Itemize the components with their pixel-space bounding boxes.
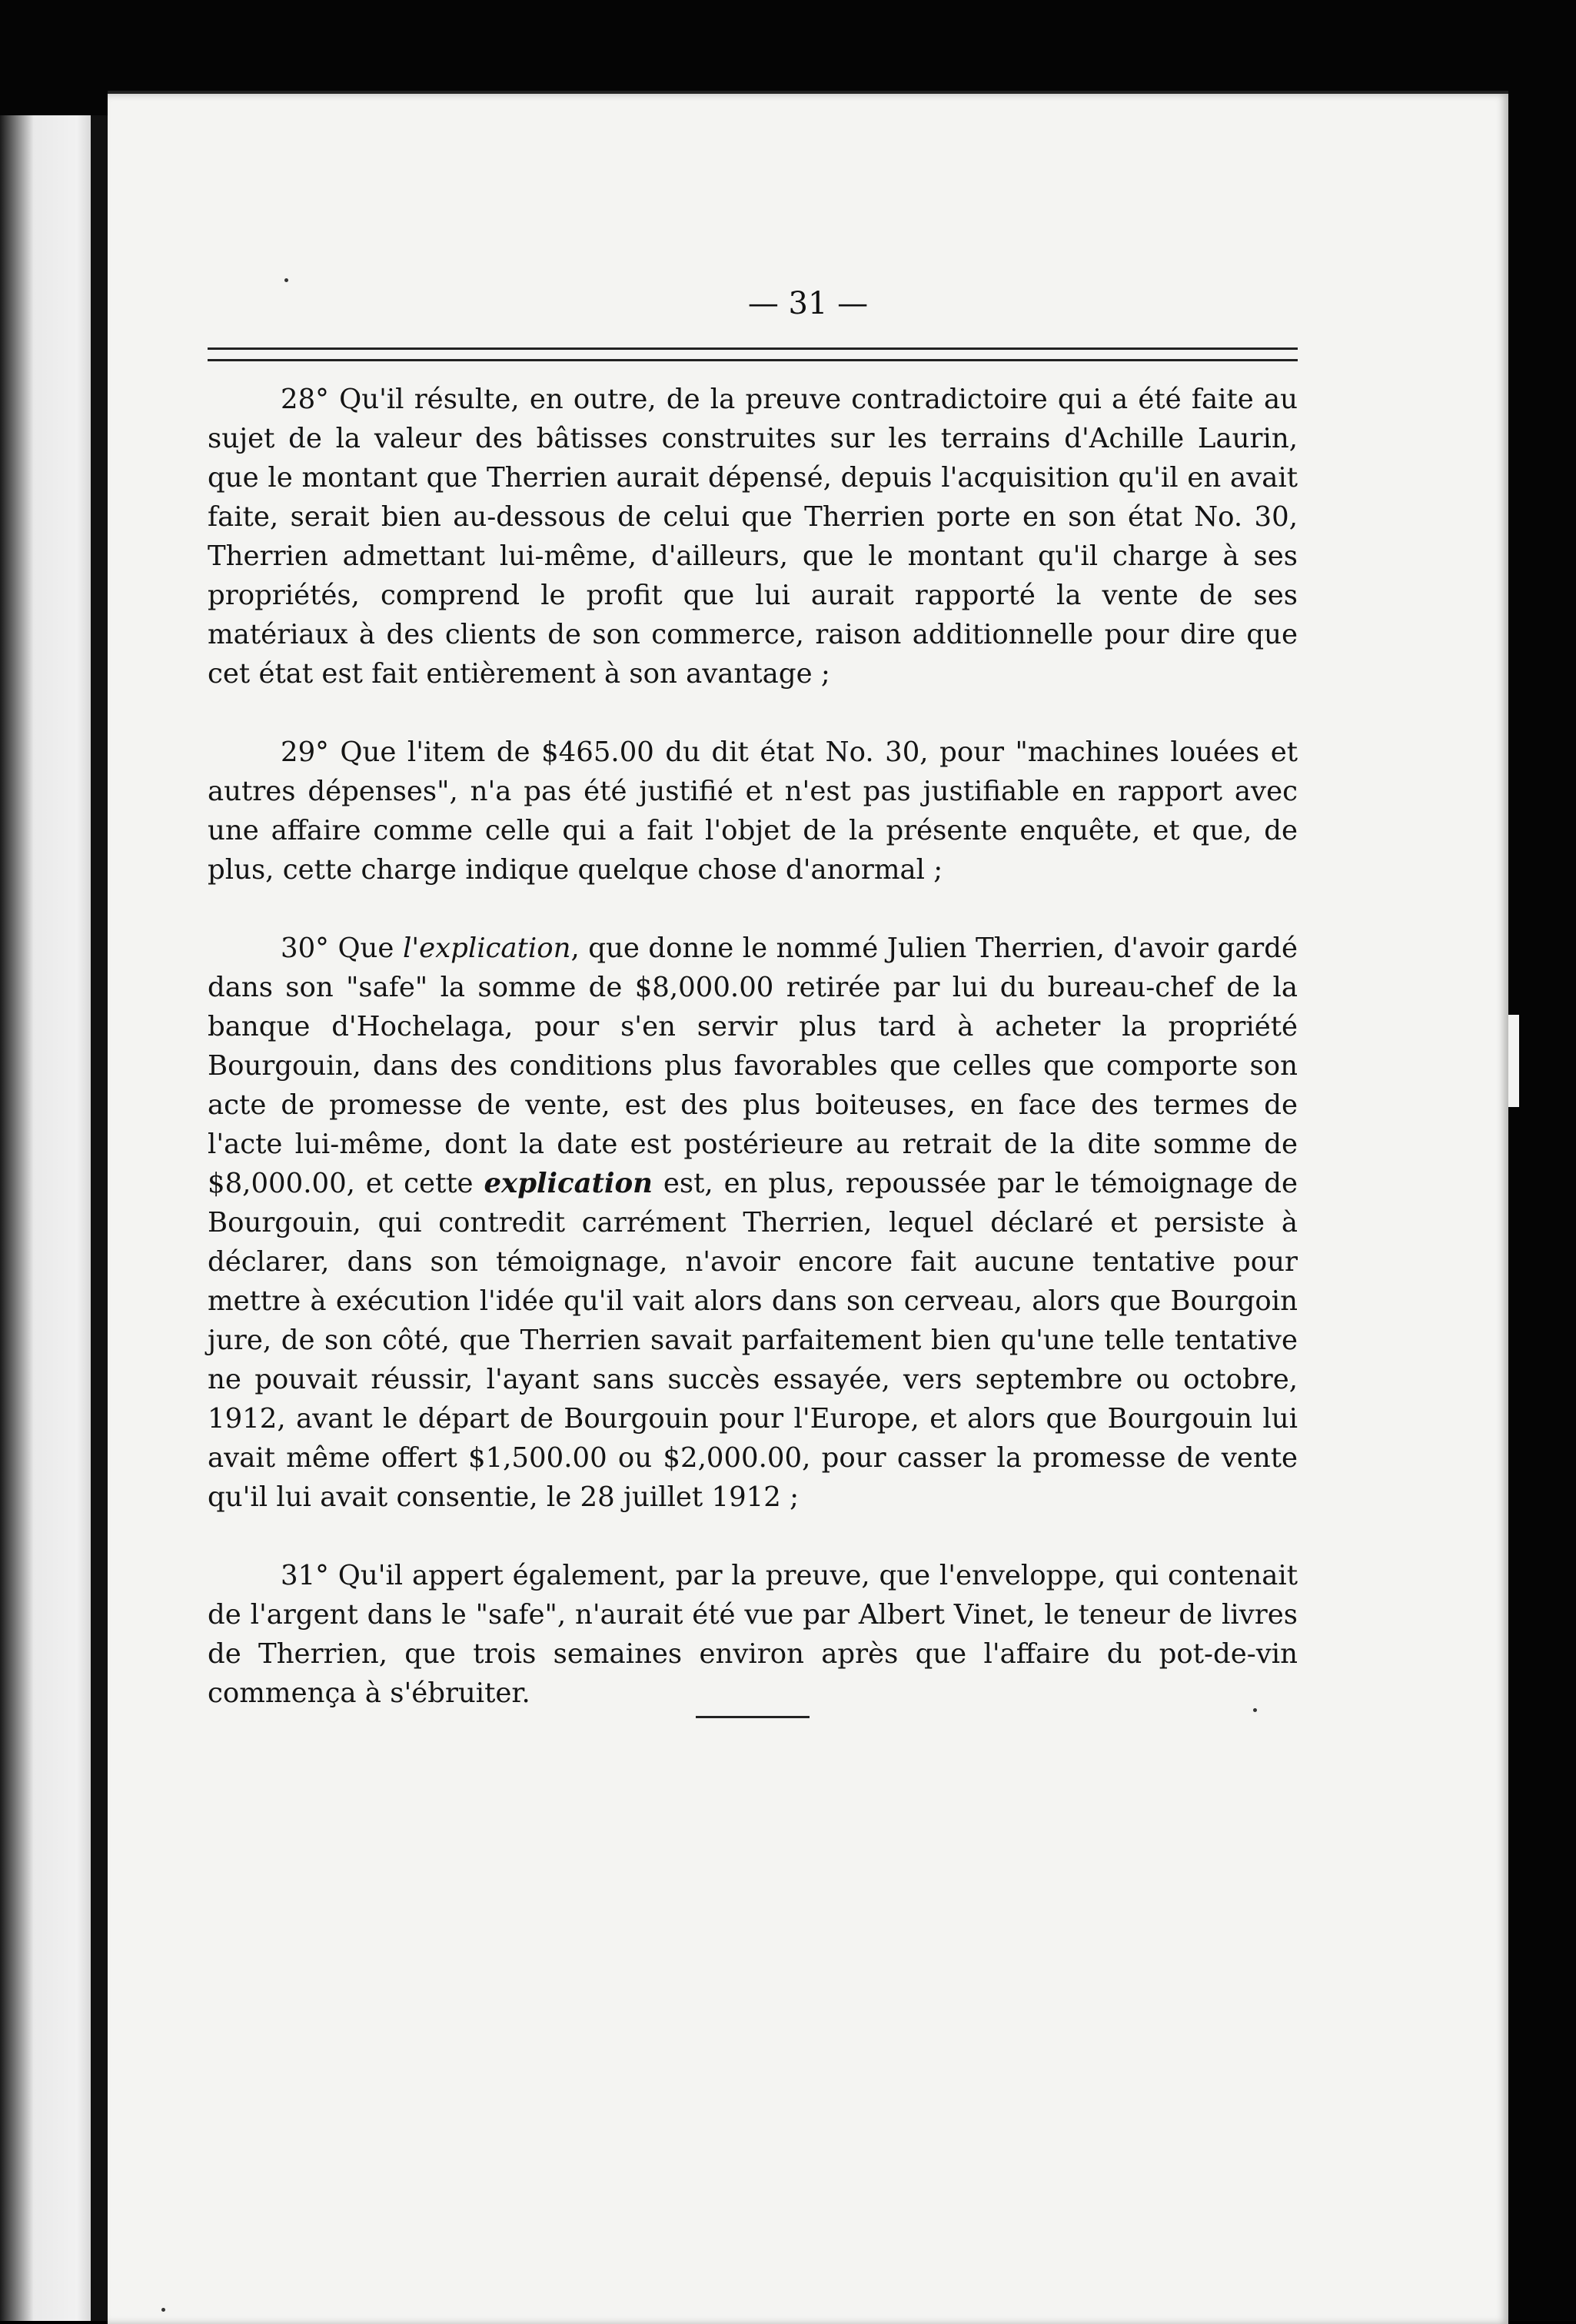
paragraph-29: 29° Que l'item de $465.00 du dit état No. 30, pour "machines louées et autres dépenses", n'a pas été justifié et n'est pas justifiable en rapport avec une affaire comme celle qui a fait l'objet de la présente enquête, et que, de plus, cette charge indique quelque chose d'anormal ; (208, 736, 1298, 886)
header-double-rule (208, 347, 1298, 361)
paragraph-30-emphasis-1: l'explication (402, 933, 571, 964)
paragraph-30 (208, 929, 1298, 1517)
binding-shadow (91, 115, 108, 2321)
paragraph-30-text-a: 30° Que (281, 933, 403, 964)
body-text (208, 380, 1298, 1713)
end-rule (696, 1716, 810, 1718)
paragraph-31: 31° Qu'il appert également, par la preuve, que l'enveloppe, qui contenait de l'argent dans le "safe", n'aurait été vue par Albert Vinet, le teneur de livres de Therrien, que trois semaines environ après que l'affaire du pot-de-vin commença à s'ébruiter. (208, 1560, 1298, 1709)
scan-speck (1253, 1708, 1257, 1712)
scan-speck (284, 278, 288, 282)
facing-page-edge (0, 115, 96, 2321)
paragraph-30-text-c: est, en plus, repoussée par le témoignage de Bourgouin, qui contredit carrément Therrien, lequel déclaré et persiste à déclarer, dans son témoignage, n'avoir encore fait aucune tentative pour mettre à exécution l'idée qu'il vait alors dans son cerveau, alors que Bourgoin jure, de son côté, que Therrien savait parfaitement bien qu'une telle tentative ne pouvait réussir, l'ayant sans succès essayée, vers septembre ou octobre, 1912, avant le départ de Bourgouin pour l'Europe, et alors que Bourgouin lui avait même offert $1,500.00 ou $2,000.00, pour casser la promesse de vente qu'il lui avait consentie, le 28 juillet 1912 ; (208, 1168, 1298, 1513)
scan-speck (161, 2308, 165, 2312)
paragraph-28: 28° Qu'il résulte, en outre, de la preuve contradictoire qui a été faite au sujet de la valeur des bâtisses construites sur les terrains d'Achille Laurin, que le montant que Therrien aurait dépensé, depuis l'acquisition qu'il en avait faite, serait bien au-dessous de celui que Therrien porte en son état No. 30, Therrien admettant lui-même, d'ailleurs, que le montant qu'il charge à ses propriétés, comprend le profit que lui aurait rapporté la vente de ses matériaux à des clients de son commerce, raison additionnelle pour dire que cet état est fait entièrement à son avantage ; (208, 384, 1298, 690)
paragraph-30-text-b: , que donne le nommé Julien Therrien, d'avoir gardé dans son "safe" la somme de $8,000.00 retirée par lui du bureau-chef de la banque d'Hochelaga, pour s'en servir plus tard à acheter la propriété Bourgouin, dans des conditions plus favorables que celles que comporte son acte de promesse de vente, est des plus boiteuses, en face des termes de l'acte lui-même, dont la date est postérieure au retrait de la dite somme de $8,000.00, et cette (208, 933, 1298, 1199)
page-edge-notch (1508, 1015, 1519, 1107)
paragraph-30-emphasis-2: explication (484, 1168, 653, 1199)
document-page (108, 91, 1508, 2324)
page-number: — 31 — (747, 286, 869, 321)
